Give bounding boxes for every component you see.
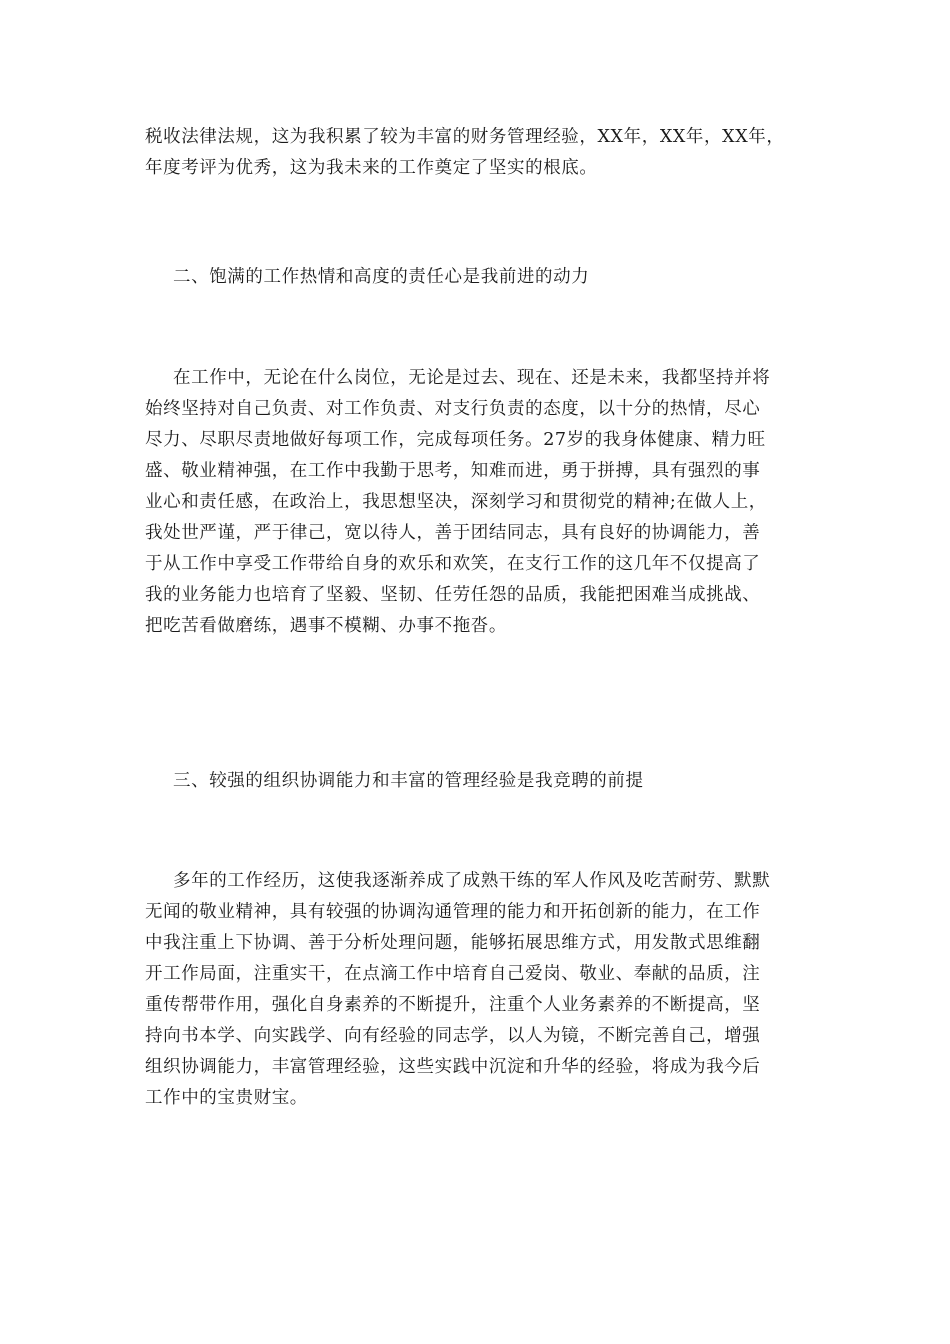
- paragraph-line: 无闻的敬业精神，具有较强的协调沟通管理的能力和开拓创新的能力，在工作: [145, 902, 761, 922]
- paragraph-line: 税收法律法规，这为我积累了较为丰富的财务管理经验，XX年，XX年，XX年，: [145, 127, 785, 147]
- paragraph-line: 工作中的宝贵财宝。: [145, 1088, 308, 1108]
- paragraph-line: 于从工作中享受工作带给自身的欢乐和欢笑，在支行工作的这几年不仅提高了: [145, 554, 761, 574]
- paragraph-section-3: [145, 866, 805, 1114]
- paragraph-line: 把吃苦看做磨练，遇事不模糊、办事不拖沓。: [145, 616, 507, 636]
- paragraph-line: 我的业务能力也培育了坚毅、坚韧、任劳任怨的品质，我能把困难当成挑战、: [145, 585, 761, 605]
- paragraph-line: 多年的工作经历，这使我逐渐养成了成熟干练的军人作风及吃苦耐劳、默默: [173, 871, 771, 891]
- paragraph-intro: [145, 122, 805, 184]
- heading-text: 三、较强的组织协调能力和丰富的管理经验是我竞聘的前提: [173, 771, 644, 791]
- paragraph-line: 盛、敬业精神强，在工作中我勤于思考，知难而进，勇于拼搏，具有强烈的事: [145, 461, 761, 481]
- paragraph-line: 业心和责任感，在政治上，我思想坚决，深刻学习和贯彻党的精神;在做人上，: [145, 492, 767, 512]
- section-heading-3: [145, 766, 805, 797]
- paragraph-line: 组织协调能力，丰富管理经验，这些实践中沉淀和升华的经验，将成为我今后: [145, 1057, 761, 1077]
- heading-text: 二、饱满的工作热情和高度的责任心是我前进的动力: [173, 267, 590, 287]
- paragraph-line: 我处世严谨，严于律己，宽以待人，善于团结同志，具有良好的协调能力，善: [145, 523, 761, 543]
- paragraph-line: 持向书本学、向实践学、向有经验的同志学，以人为镜，不断完善自己，增强: [145, 1026, 761, 1046]
- paragraph-line: 重传帮带作用，强化自身素养的不断提升，注重个人业务素养的不断提高，坚: [145, 995, 761, 1015]
- paragraph-line: 尽力、尽职尽责地做好每项工作，完成每项任务。27岁的我身体健康、精力旺: [145, 430, 766, 450]
- paragraph-line: 始终坚持对自己负责、对工作负责、对支行负责的态度，以十分的热情，尽心: [145, 399, 761, 419]
- paragraph-section-2: [145, 363, 805, 642]
- paragraph-line: 中我注重上下协调、善于分析处理问题，能够拓展思维方式，用发散式思维翻: [145, 933, 761, 953]
- section-heading-2: [145, 262, 805, 293]
- paragraph-line: 开工作局面，注重实干，在点滴工作中培育自己爱岗、敬业、奉献的品质，注: [145, 964, 761, 984]
- paragraph-line: 年度考评为优秀，这为我未来的工作奠定了坚实的根底。: [145, 158, 598, 178]
- paragraph-line: 在工作中，无论在什么岗位，无论是过去、现在、还是未来，我都坚持并将: [173, 368, 771, 388]
